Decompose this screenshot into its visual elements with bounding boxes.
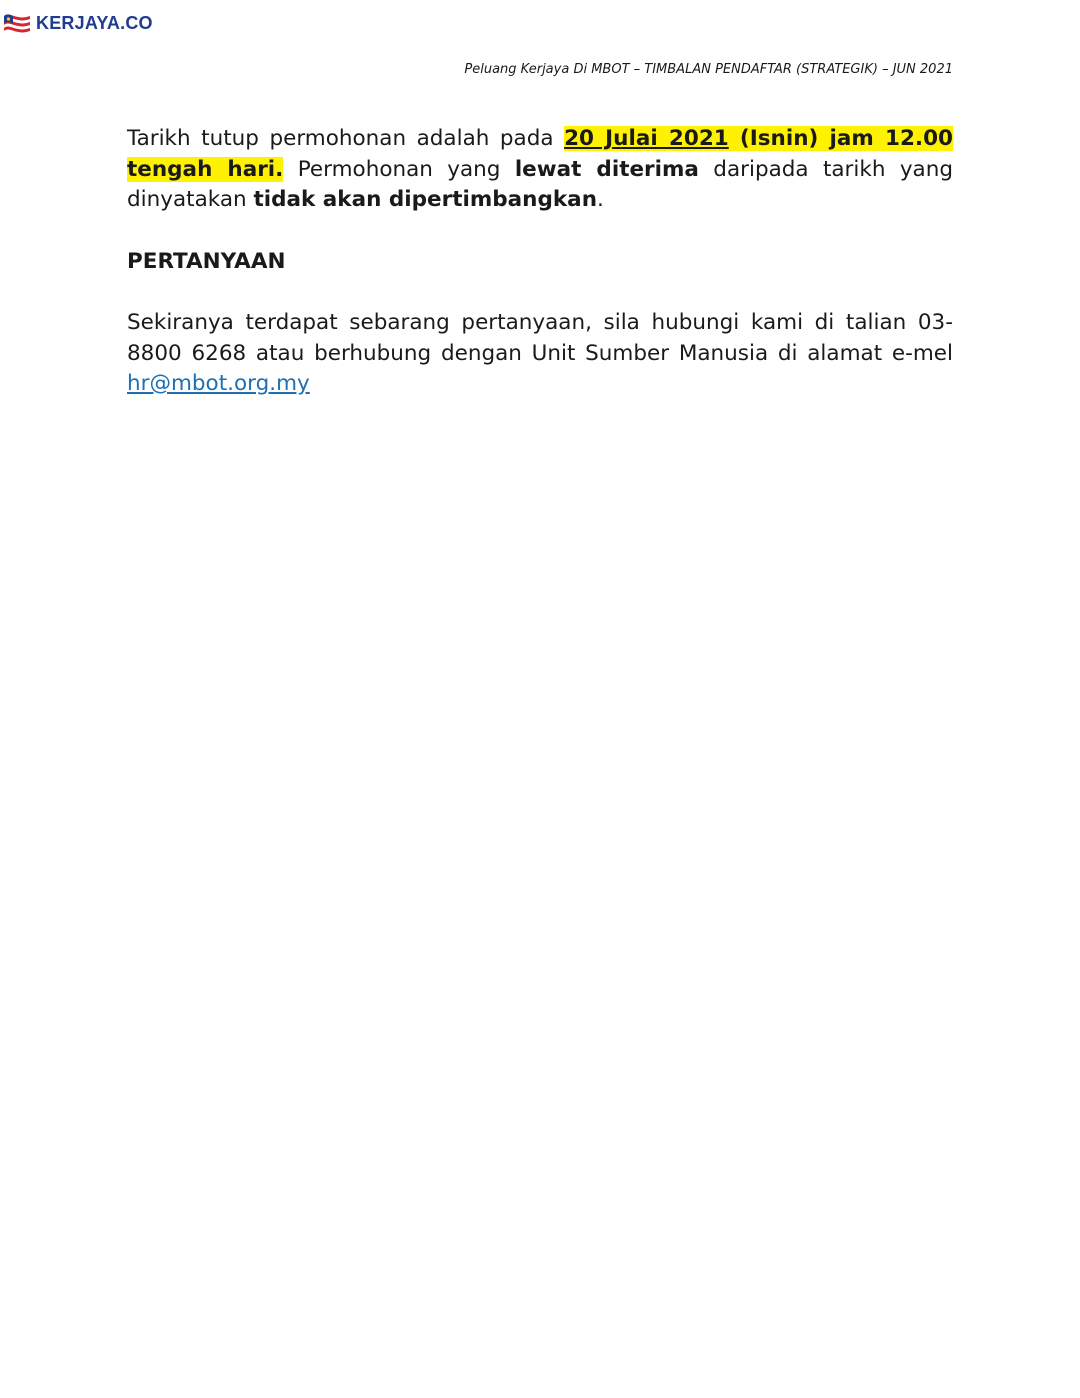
not-considered-bold: tidak akan dipertimbangkan [253, 187, 597, 212]
closing-end-text: . [597, 187, 604, 212]
document-body [127, 124, 953, 400]
contact-paragraph [127, 308, 953, 400]
late-received-bold: lewat diterima [514, 156, 699, 182]
closing-mid-text-1: Permohonan yang [283, 156, 515, 182]
closing-intro-text: Tarikh tutup permohonan adalah pada [127, 126, 565, 151]
closing-mid-text-2: daripada tarikh yang dinyatakan [127, 156, 953, 212]
email-link[interactable]: hr@mbot.org.my [127, 371, 310, 396]
document-header: Peluang Kerjaya Di MBOT – TIMBALAN PENDAFTAR (STRATEGIK) – JUN 2021 [464, 62, 953, 77]
malaysia-flag-wave-icon [2, 10, 32, 36]
closing-date-underlined: 20 Julai 2021 [564, 126, 729, 151]
logo-text: KERJAYA.CO [36, 12, 153, 33]
contact-text: Sekiranya terdapat sebarang pertanyaan, sila hubungi kami di talian 03-8800 6268 atau berhubung dengan Unit Sumber Manusia di alamat e-mel [127, 310, 953, 366]
section-title-pertanyaan: PERTANYAAN [127, 248, 286, 274]
kerjaya-logo[interactable] [2, 10, 153, 36]
closing-date-paragraph [127, 124, 953, 216]
closing-time-text: (Isnin) jam 12.00 tengah hari. [127, 126, 953, 182]
